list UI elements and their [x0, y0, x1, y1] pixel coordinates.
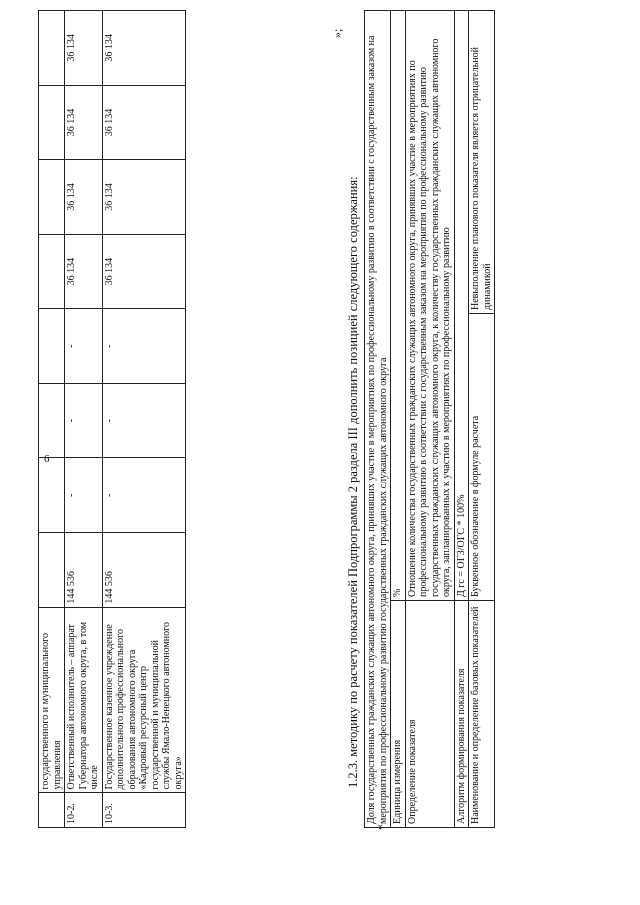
row-cell: 36 134: [65, 160, 103, 235]
row-extra: Невыполнение планового показателя является отрицательной динамикой: [469, 11, 495, 314]
row-label: Алгоритм формирования показателя: [454, 601, 469, 828]
row-cell: -: [65, 383, 103, 458]
table-row: [365, 11, 391, 828]
row-cell: 36 134: [102, 234, 186, 309]
row-cell: 36 134: [102, 85, 186, 160]
table-row: [391, 11, 406, 828]
row-label: Наименование и определение базовых показателей: [469, 601, 495, 828]
row-name: государственного и муниципального управления: [39, 607, 65, 793]
row-value: %: [391, 11, 406, 601]
table-row: [39, 11, 65, 828]
row-cell: [39, 234, 65, 309]
row-number: 10-2.: [65, 793, 103, 828]
row-cell: [39, 160, 65, 235]
row-cell: -: [65, 458, 103, 533]
row-total: [39, 533, 65, 608]
row-cell: [39, 309, 65, 384]
row-label: Единица измерения: [391, 601, 406, 828]
row-cell: -: [65, 309, 103, 384]
indicator-header: Доля государственных гражданских служащих автономного округа, принявших участие в мероприятиях по профессиональному развитию в соответствии с государственным заказом на мероприятия по профессиональному развитию государственных гражданских служащих автономного округа: [365, 11, 391, 828]
row-cell: [39, 383, 65, 458]
amendment-paragraph: 1.2.3. методику по расчету показателей Подпрограммы 2 раздела III дополнить позицией следующего содержания:: [346, 176, 360, 788]
table-row: [469, 11, 495, 828]
row-number: 10-3.: [102, 793, 186, 828]
row-value: Буквенное обозначение в формуле расчета: [469, 314, 495, 601]
row-cell: 36 134: [65, 234, 103, 309]
row-value: Отношение количества государственных гражданских служащих автономного округа, принявших участие в мероприятиях по профессиональному развитию в соответствии с государственным заказом на мероприятия по профессиональному развитию государственных гражданских служащих автономного округа, к количеству государственных гражданских служащих автономного округа, запланированных к участию в мероприятиях по профессиональному развитию: [405, 11, 454, 601]
page-content: [24, 0, 616, 848]
page-number: 6: [44, 453, 50, 465]
row-cell: 36 134: [65, 85, 103, 160]
opening-quote: «: [372, 824, 386, 830]
row-label: Определение показателя: [405, 601, 454, 828]
table-row: [454, 11, 469, 828]
closing-quote: »;: [330, 28, 344, 38]
table-row: [102, 11, 186, 828]
table-row: [65, 11, 103, 828]
row-cell: 36 134: [102, 11, 186, 86]
row-cell: [39, 85, 65, 160]
row-number: [39, 793, 65, 828]
row-total: 144 536: [102, 533, 186, 608]
row-cell: 36 134: [102, 160, 186, 235]
row-total: 144 536: [65, 533, 103, 608]
row-cell: [39, 458, 65, 533]
row-name: Ответственный исполнитель – аппарат Губернатора автономного округа, в том числе: [65, 607, 103, 793]
row-name: Государственное казенное учреждение дополнительного профессионального образования автономного округа «Кадровый ресурсный центр государственной и муниципальной службы Ямало-Ненецкого автономного округа»: [102, 607, 186, 793]
row-cell: -: [102, 309, 186, 384]
indicator-table: [364, 10, 495, 828]
row-cell: [39, 11, 65, 86]
row-cell: -: [102, 458, 186, 533]
budget-table: [38, 10, 186, 828]
rotated-page: [24, 0, 616, 848]
row-cell: 36 134: [65, 11, 103, 86]
row-value: Д гс = ОГЗ/ОГС * 100%: [454, 11, 469, 601]
row-cell: -: [102, 383, 186, 458]
table-row: [405, 11, 454, 828]
